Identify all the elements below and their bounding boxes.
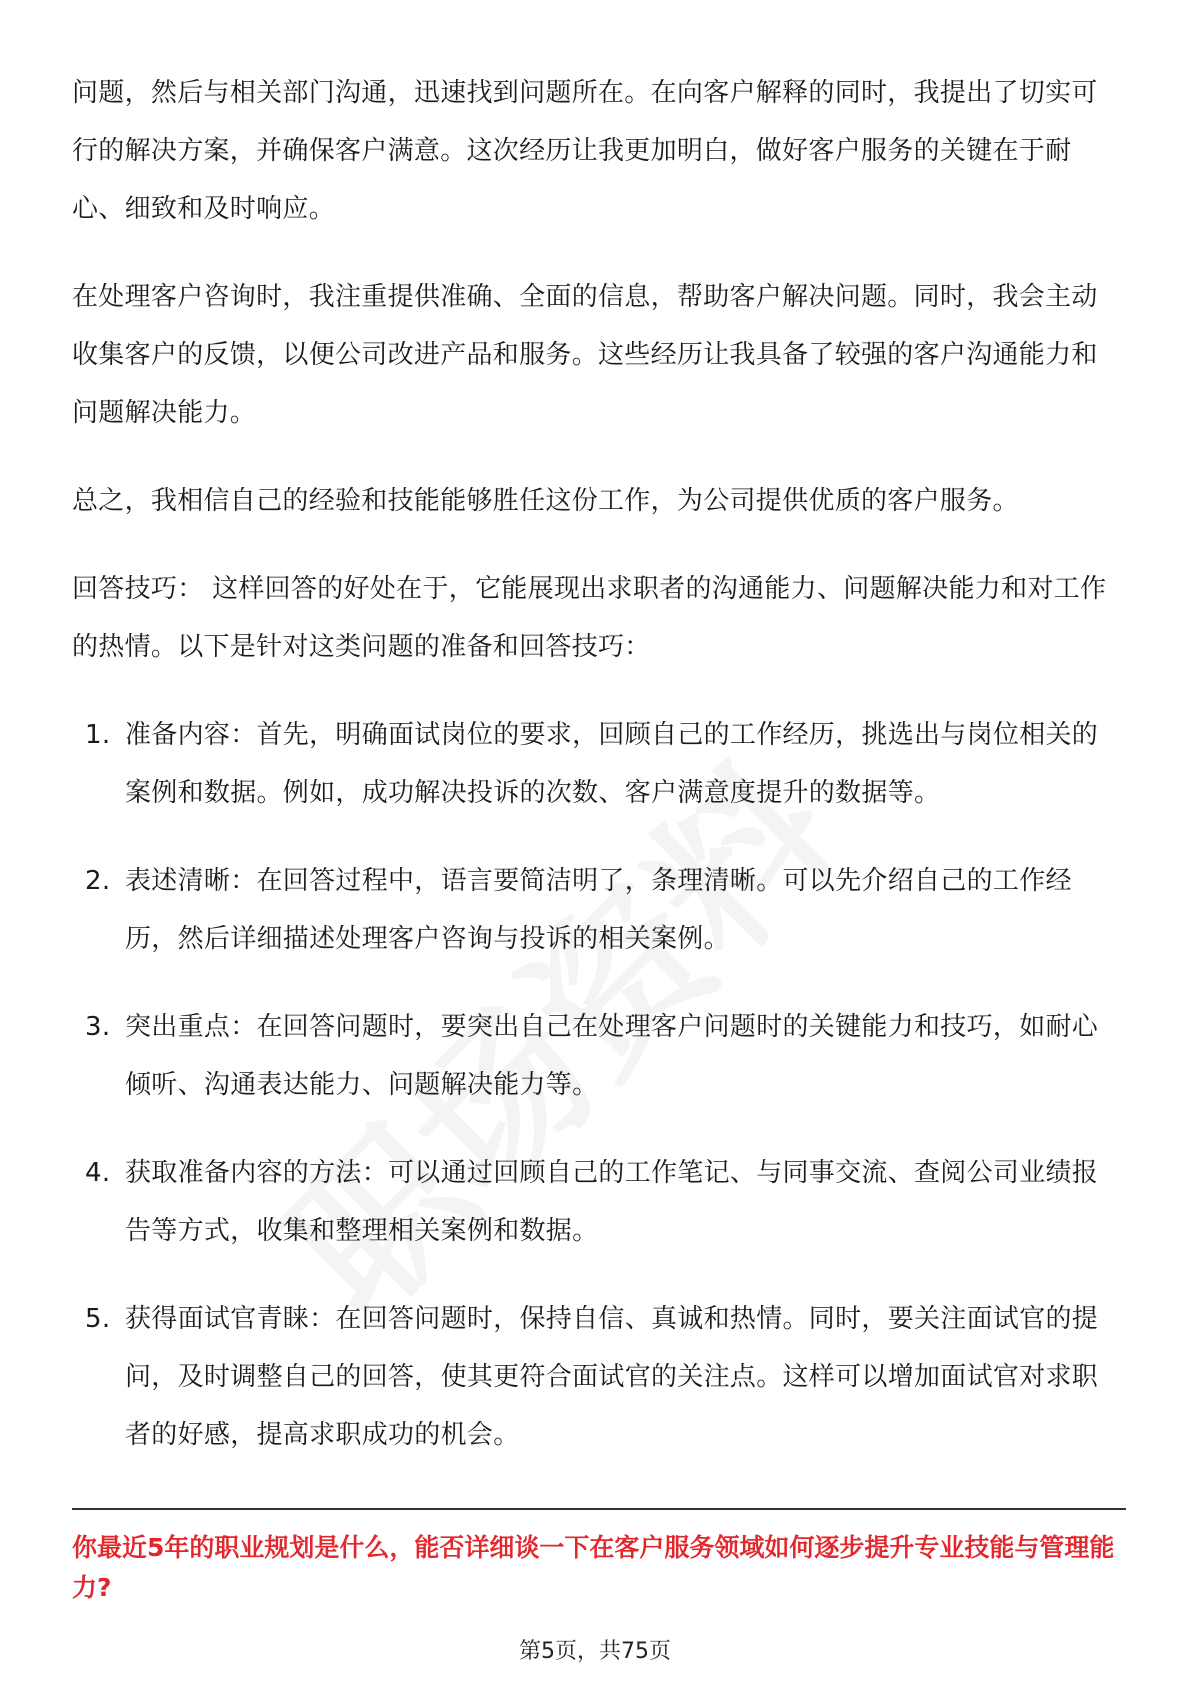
page-number: 第5页，共75页 xyxy=(519,1639,671,1664)
list-item-text: 获取准备内容的方法：可以通过回顾自己的工作笔记、与同事交流、查阅公司业绩报告等方式，收集和整理相关案例和数据。 xyxy=(125,1158,1099,1246)
paragraph: 问题，然后与相关部门沟通，迅速找到问题所在。在向客户解释的同时，我提出了切实可行的解决方案，并确保客户满意。这次经历让我更加明白，做好客户服务的关键在于耐心、细致和及时响应。 xyxy=(72,78,1098,224)
list-number: 1. xyxy=(85,720,111,750)
answer-tips-intro: 回答技巧： 这样回答的好处在于，它能展现出求职者的沟通能力、问题解决能力和对工作的热情。以下是针对这类问题的准备和回答技巧： xyxy=(72,574,1107,662)
next-question-heading: 你最近5年的职业规划是什么，能否详细谈一下在客户服务领域如何逐步提升专业技能与管理能力? xyxy=(72,1533,1115,1602)
section-divider xyxy=(72,1508,1126,1510)
list-item-text: 准备内容：首先，明确面试岗位的要求，回顾自己的工作经历，挑选出与岗位相关的案例和数据。例如，成功解决投诉的次数、客户满意度提升的数据等。 xyxy=(125,720,1099,808)
list-item xyxy=(72,1144,1122,1260)
list-item-text: 表述清晰：在回答过程中，语言要简洁明了，条理清晰。可以先介绍自己的工作经历，然后详细描述处理客户咨询与投诉的相关案例。 xyxy=(125,866,1072,954)
list-item xyxy=(72,706,1122,822)
paragraph: 总之，我相信自己的经验和技能能够胜任这份工作，为公司提供优质的客户服务。 xyxy=(72,486,1019,516)
paragraph: 在处理客户咨询时，我注重提供准确、全面的信息，帮助客户解决问题。同时，我会主动收集客户的反馈，以便公司改进产品和服务。这些经历让我具备了较强的客户沟通能力和问题解决能力。 xyxy=(72,282,1098,428)
list-item xyxy=(72,1290,1122,1464)
list-number: 2. xyxy=(85,866,111,896)
list-item-text: 突出重点：在回答问题时，要突出自己在处理客户问题时的关键能力和技巧，如耐心倾听、沟通表达能力、问题解决能力等。 xyxy=(125,1012,1099,1100)
list-item-text: 获得面试官青睐：在回答问题时，保持自信、真诚和热情。同时，要关注面试官的提问，及时调整自己的回答，使其更符合面试官的关注点。这样可以增加面试官对求职者的好感，提高求职成功的机会。 xyxy=(125,1304,1099,1450)
tips-list xyxy=(72,706,1122,1464)
list-item xyxy=(72,852,1122,968)
document-body xyxy=(72,64,1122,1494)
list-number: 3. xyxy=(85,1012,111,1042)
list-number: 4. xyxy=(85,1158,111,1188)
list-number: 5. xyxy=(85,1304,111,1334)
list-item xyxy=(72,998,1122,1114)
